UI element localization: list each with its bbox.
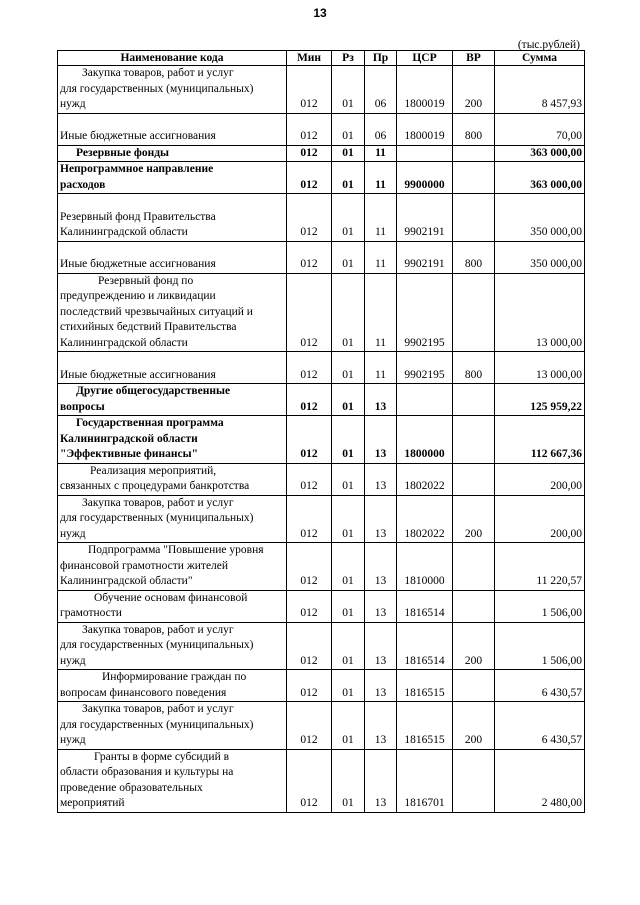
cell-sum: 6 430,57 <box>495 702 585 750</box>
table-row <box>58 463 585 495</box>
cell-min: 012 <box>287 543 332 591</box>
cell-name: Закупка товаров, работ и услуг для государственных (муниципальных) нужд <box>58 66 287 114</box>
cell-vr <box>453 749 495 812</box>
cell-csr: 1800019 <box>397 113 453 145</box>
cell-name: Другие общегосударственные вопросы <box>58 384 287 416</box>
cell-sum: 200,00 <box>495 495 585 543</box>
cell-pr: 13 <box>365 702 397 750</box>
header-vr: ВР <box>453 51 495 66</box>
cell-pr: 06 <box>365 66 397 114</box>
table-row <box>58 145 585 162</box>
table-row <box>58 495 585 543</box>
cell-min: 012 <box>287 162 332 194</box>
cell-csr: 1816515 <box>397 670 453 702</box>
cell-vr <box>453 384 495 416</box>
cell-rz: 01 <box>332 749 365 812</box>
cell-name: Закупка товаров, работ и услуг для государственных (муниципальных) нужд <box>58 702 287 750</box>
cell-rz: 01 <box>332 162 365 194</box>
cell-rz: 01 <box>332 145 365 162</box>
cell-csr: 1816701 <box>397 749 453 812</box>
cell-pr: 11 <box>365 162 397 194</box>
cell-name: Резервные фонды <box>58 145 287 162</box>
cell-sum: 125 959,22 <box>495 384 585 416</box>
table-row <box>58 66 585 114</box>
cell-csr: 1816515 <box>397 702 453 750</box>
cell-min: 012 <box>287 113 332 145</box>
cell-sum: 363 000,00 <box>495 162 585 194</box>
table-row <box>58 241 585 273</box>
cell-rz: 01 <box>332 622 365 670</box>
cell-pr: 06 <box>365 113 397 145</box>
cell-sum: 6 430,57 <box>495 670 585 702</box>
cell-sum: 1 506,00 <box>495 590 585 622</box>
cell-csr: 9902191 <box>397 241 453 273</box>
cell-csr <box>397 384 453 416</box>
page-number: 13 <box>313 6 327 20</box>
cell-min: 012 <box>287 590 332 622</box>
cell-csr: 1800000 <box>397 416 453 464</box>
table-row <box>58 194 585 242</box>
cell-vr: 200 <box>453 66 495 114</box>
cell-vr: 800 <box>453 113 495 145</box>
header-csr: ЦСР <box>397 51 453 66</box>
cell-csr <box>397 145 453 162</box>
cell-csr: 9900000 <box>397 162 453 194</box>
cell-name: Непрограммное направление расходов <box>58 162 287 194</box>
cell-csr: 1816514 <box>397 622 453 670</box>
table-row <box>58 622 585 670</box>
cell-name: Подпрограмма "Повышение уровня финансовой грамотности жителей Калининградской области" <box>58 543 287 591</box>
cell-name: Реализация мероприятий, связанных с процедурами банкротства <box>58 463 287 495</box>
cell-pr: 11 <box>365 194 397 242</box>
cell-csr: 9902195 <box>397 352 453 384</box>
table-header-row <box>58 51 585 66</box>
cell-sum: 70,00 <box>495 113 585 145</box>
table-row <box>58 416 585 464</box>
cell-rz: 01 <box>332 384 365 416</box>
cell-vr <box>453 590 495 622</box>
cell-min: 012 <box>287 384 332 416</box>
cell-rz: 01 <box>332 241 365 273</box>
cell-pr: 13 <box>365 543 397 591</box>
cell-vr <box>453 670 495 702</box>
cell-sum: 350 000,00 <box>495 194 585 242</box>
table-row <box>58 162 585 194</box>
budget-table <box>57 50 585 813</box>
cell-rz: 01 <box>332 273 365 352</box>
cell-sum: 2 480,00 <box>495 749 585 812</box>
cell-name: Иные бюджетные ассигнования <box>58 113 287 145</box>
cell-pr: 13 <box>365 622 397 670</box>
cell-rz: 01 <box>332 590 365 622</box>
cell-csr: 1800019 <box>397 66 453 114</box>
cell-sum: 363 000,00 <box>495 145 585 162</box>
cell-vr: 200 <box>453 702 495 750</box>
cell-vr <box>453 543 495 591</box>
cell-rz: 01 <box>332 194 365 242</box>
cell-sum: 13 000,00 <box>495 273 585 352</box>
cell-csr: 1802022 <box>397 495 453 543</box>
cell-min: 012 <box>287 416 332 464</box>
table-row <box>58 273 585 352</box>
cell-min: 012 <box>287 463 332 495</box>
cell-min: 012 <box>287 352 332 384</box>
cell-sum: 350 000,00 <box>495 241 585 273</box>
table-row <box>58 113 585 145</box>
cell-vr: 800 <box>453 352 495 384</box>
cell-name: Иные бюджетные ассигнования <box>58 241 287 273</box>
cell-min: 012 <box>287 495 332 543</box>
cell-vr <box>453 273 495 352</box>
cell-name: Гранты в форме субсидий в области образования и культуры на проведение образовательных мероприятий <box>58 749 287 812</box>
cell-name: Закупка товаров, работ и услуг для государственных (муниципальных) нужд <box>58 622 287 670</box>
cell-rz: 01 <box>332 702 365 750</box>
cell-name: Государственная программа Калининградской области "Эффективные финансы" <box>58 416 287 464</box>
table-row <box>58 590 585 622</box>
cell-rz: 01 <box>332 543 365 591</box>
cell-name: Резервный фонд по предупреждению и ликвидации последствий чрезвычайных ситуаций и стихийных бедствий Правительства Калининградской области <box>58 273 287 352</box>
table-row <box>58 670 585 702</box>
cell-pr: 13 <box>365 590 397 622</box>
cell-vr <box>453 463 495 495</box>
cell-sum: 112 667,36 <box>495 416 585 464</box>
cell-pr: 11 <box>365 273 397 352</box>
cell-min: 012 <box>287 66 332 114</box>
table-row <box>58 702 585 750</box>
header-sum: Сумма <box>495 51 585 66</box>
cell-csr: 1810000 <box>397 543 453 591</box>
cell-name: Иные бюджетные ассигнования <box>58 352 287 384</box>
cell-sum: 200,00 <box>495 463 585 495</box>
cell-pr: 11 <box>365 241 397 273</box>
header-rz: Рз <box>332 51 365 66</box>
cell-vr: 200 <box>453 495 495 543</box>
cell-vr <box>453 416 495 464</box>
cell-pr: 13 <box>365 384 397 416</box>
header-min: Мин <box>287 51 332 66</box>
cell-min: 012 <box>287 241 332 273</box>
cell-pr: 13 <box>365 416 397 464</box>
cell-name: Закупка товаров, работ и услуг для государственных (муниципальных) нужд <box>58 495 287 543</box>
cell-pr: 11 <box>365 145 397 162</box>
cell-min: 012 <box>287 670 332 702</box>
cell-csr: 9902191 <box>397 194 453 242</box>
cell-rz: 01 <box>332 495 365 543</box>
cell-sum: 13 000,00 <box>495 352 585 384</box>
cell-vr <box>453 194 495 242</box>
table-row <box>58 543 585 591</box>
cell-rz: 01 <box>332 352 365 384</box>
cell-sum: 8 457,93 <box>495 66 585 114</box>
cell-min: 012 <box>287 622 332 670</box>
header-name: Наименование кода <box>58 51 287 66</box>
cell-rz: 01 <box>332 113 365 145</box>
table-row <box>58 749 585 812</box>
cell-vr <box>453 145 495 162</box>
cell-name: Резервный фонд Правительства Калининградской области <box>58 194 287 242</box>
header-pr: Пр <box>365 51 397 66</box>
cell-vr: 200 <box>453 622 495 670</box>
cell-pr: 13 <box>365 495 397 543</box>
cell-pr: 13 <box>365 463 397 495</box>
cell-min: 012 <box>287 145 332 162</box>
cell-min: 012 <box>287 749 332 812</box>
cell-csr: 1802022 <box>397 463 453 495</box>
cell-rz: 01 <box>332 66 365 114</box>
cell-min: 012 <box>287 194 332 242</box>
cell-pr: 11 <box>365 352 397 384</box>
cell-csr: 1816514 <box>397 590 453 622</box>
cell-vr: 800 <box>453 241 495 273</box>
table-row <box>58 352 585 384</box>
cell-pr: 13 <box>365 670 397 702</box>
cell-name: Обучение основам финансовой грамотности <box>58 590 287 622</box>
cell-csr: 9902195 <box>397 273 453 352</box>
table-row <box>58 384 585 416</box>
cell-pr: 13 <box>365 749 397 812</box>
cell-rz: 01 <box>332 416 365 464</box>
cell-vr <box>453 162 495 194</box>
cell-rz: 01 <box>332 463 365 495</box>
cell-sum: 11 220,57 <box>495 543 585 591</box>
cell-rz: 01 <box>332 670 365 702</box>
cell-min: 012 <box>287 702 332 750</box>
cell-sum: 1 506,00 <box>495 622 585 670</box>
cell-name: Информирование граждан по вопросам финансового поведения <box>58 670 287 702</box>
cell-min: 012 <box>287 273 332 352</box>
units-label: (тыс.рублей) <box>517 39 580 51</box>
